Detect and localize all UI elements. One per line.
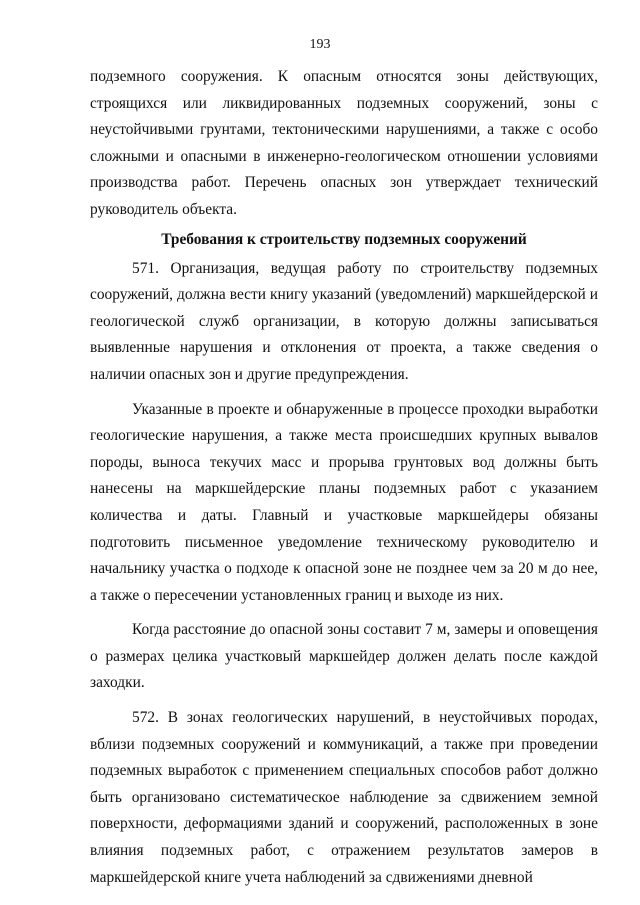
section-heading: Требования к строительству подземных сооружений xyxy=(161,230,527,248)
paragraph-572: 572. В зонах геологических нарушений, в неустойчивых породах, вблизи подземных сооружений и коммуникаций, а также при проведении подземных выработок с применением специальных способов работ должно быть организовано систематическое наблюдение за сдвижением земной поверхности, деформациями зданий и сооружений, расположенных в зоне влияния подземных работ, с отражением результатов замеров в маркшейдерской книге учета наблюдений за сдвижениями дневной xyxy=(90,709,598,886)
paragraph-seven-meters: Когда расстояние до опасной зоны составит 7 м, замеры и оповещения о размерах целика участковый маркшейдер должен делать после каждой заходки. xyxy=(90,621,598,692)
paragraph-geological-violations: Указанные в проекте и обнаруженные в процессе проходки выработки геологические нарушения, а также места происшедших крупных вывалов породы, выноса текучих масс и прорыва грунтовых вод должны быть нанесены на маркшейдерские планы подземных работ с указанием количества и даты. Главный и участковые маркшейдеры обязаны подготовить письменное уведомление техническому руководителю и начальнику участка о подходе к опасной зоне не позднее чем за 20 м до нее, а также о пересечении установленных границ и выходе из них. xyxy=(90,400,598,604)
document-body xyxy=(90,64,598,891)
page-number: 193 xyxy=(309,37,331,52)
paragraph-continuation: подземного сооружения. К опасным относятся зоны действующих, строящихся или ликвидированных подземных сооружений, зоны с неустойчивыми грунтами, тектоническими нарушениями, а также с особо сложными и опасными в инженерно-геологическом отношении условиями производства работ. Перечень опасных зон утверждает технический руководитель объекта. xyxy=(90,68,598,218)
paragraph-571: 571. Организация, ведущая работу по строительству подземных сооружений, должна вести книгу указаний (уведомлений) маркшейдерской и геологической служб организации, в которую должны записываться выявленные нарушения и отклонения от проекта, а также сведения о наличии опасных зон и другие предупреждения. xyxy=(90,259,598,383)
